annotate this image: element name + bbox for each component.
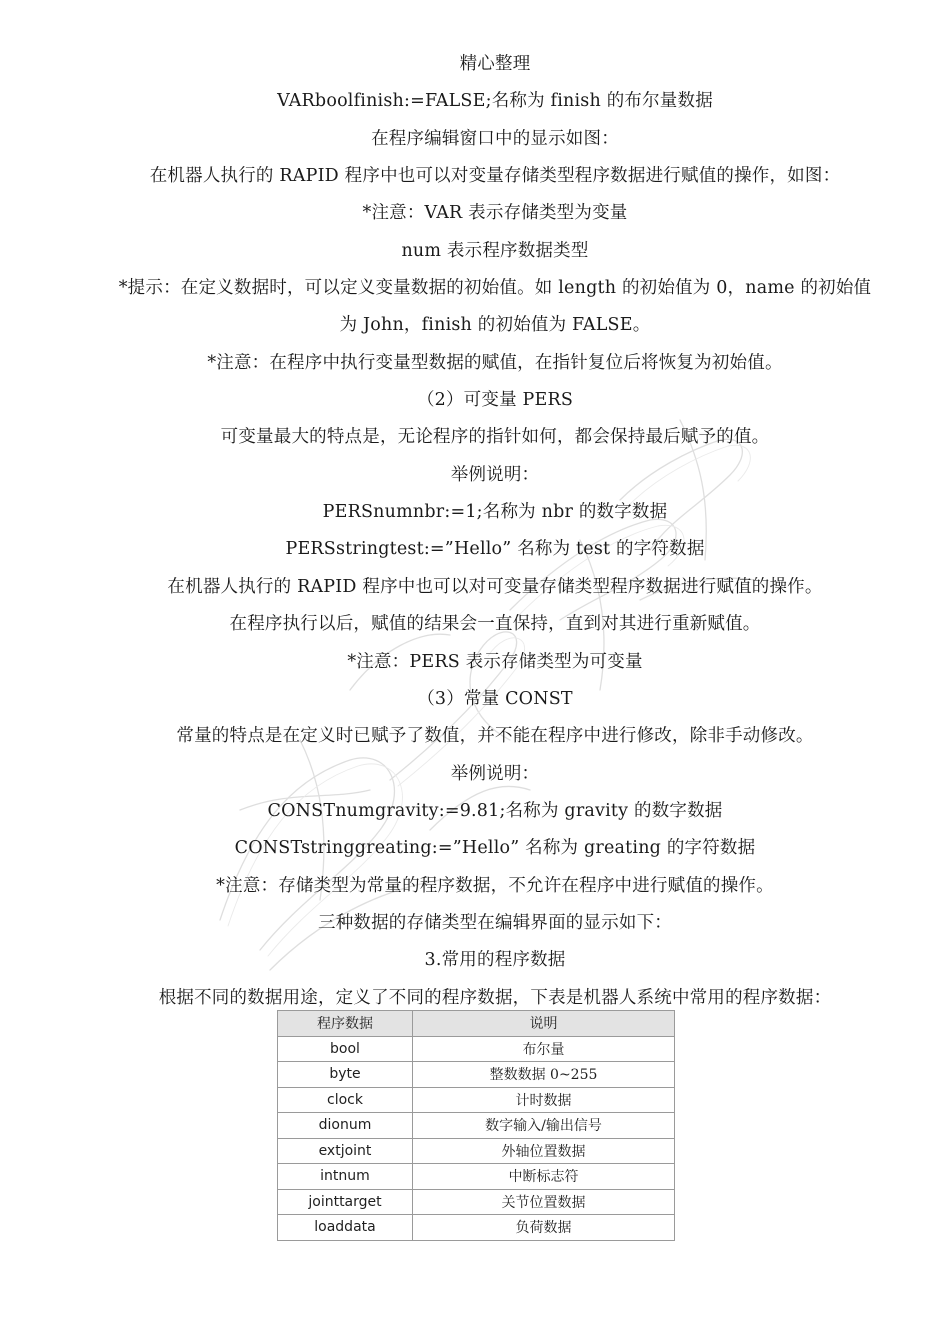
table-header-row [278,1011,675,1037]
text-line: 在程序执行以后，赋值的结果会一直保持，直到对其进行重新赋值。 [229,614,761,635]
text-line: 可变量最大的特点是，无论程序的指针如何，都会保持最后赋予的值。 [220,427,770,448]
table-cell: 中断标志符 [413,1164,675,1190]
text-line: 三种数据的存储类型在编辑界面的显示如下： [318,912,672,933]
table-cell: 负荷数据 [413,1215,675,1241]
table-cell: clock [278,1087,413,1113]
text-line: PERSstringtest:=”Hello” 名称为 test 的字符数据 [285,539,705,560]
text-line: *注意：存储类型为常量的程序数据，不允许在程序中进行赋值的操作。 [216,875,774,896]
table-cell: loaddata [278,1215,413,1241]
text-line: 在程序编辑窗口中的显示如图： [371,128,619,149]
table-row [278,1087,675,1113]
text-line: 举例说明： [450,763,540,784]
table-cell: dionum [278,1113,413,1139]
text-line: 举例说明： [450,464,540,485]
table-cell: 数字输入/输出信号 [413,1113,675,1139]
table-row [278,1113,675,1139]
table-row [278,1164,675,1190]
text-line: 为 John，finish 的初始值为 FALSE。 [339,315,651,336]
column-header: 程序数据 [278,1011,413,1037]
table-cell: 整数数据 0~255 [413,1062,675,1088]
body-text [95,46,895,1017]
text-line: CONSTnumgravity:=9.81;名称为 gravity 的数字数据 [267,800,723,821]
text-line: 常量的特点是在定义时已赋予了数值，并不能在程序中进行修改，除非手动修改。 [176,726,814,747]
table-row [278,1215,675,1241]
text-line: 根据不同的数据用途，定义了不同的程序数据，下表是机器人系统中常用的程序数据： [158,987,832,1008]
section-heading: （2）可变量 PERS [416,390,574,411]
text-line: num 表示程序数据类型 [401,240,589,261]
text-line: *提示：在定义数据时，可以定义变量数据的初始值。如 length 的初始值为 0，name 的初始值 [118,278,872,299]
table-cell: extjoint [278,1138,413,1164]
table-row [278,1138,675,1164]
text-line: *注意：在程序中执行变量型数据的赋值，在指针复位后将恢复为初始值。 [207,352,783,373]
table-cell: 计时数据 [413,1087,675,1113]
table-cell: jointtarget [278,1189,413,1215]
section-heading: 3.常用的程序数据 [424,950,566,971]
text-line: PERSnumnbr:=1;名称为 nbr 的数字数据 [322,502,668,523]
table-cell: intnum [278,1164,413,1190]
table-cell: byte [278,1062,413,1088]
table-cell: 外轴位置数据 [413,1138,675,1164]
text-line: 在机器人执行的 RAPID 程序中也可以对变量存储类型程序数据进行赋值的操作，如图： [149,166,841,187]
text-line: VARboolfinish:=FALSE;名称为 finish 的布尔量数据 [277,91,713,112]
column-header: 说明 [413,1011,675,1037]
section-heading: （3）常量 CONST [417,688,573,709]
text-line: *注意：VAR 表示存储类型为变量 [362,203,628,224]
program-data-table [277,1010,675,1241]
text-line: 在机器人执行的 RAPID 程序中也可以对可变量存储类型程序数据进行赋值的操作。 [167,576,823,597]
table-cell: 布尔量 [413,1036,675,1062]
table-cell: bool [278,1036,413,1062]
text-line: CONSTstringgreating:=”Hello” 名称为 greating 的字符数据 [234,838,756,859]
page-header: 精心整理 [459,54,531,74]
table-cell: 关节位置数据 [413,1189,675,1215]
text-line: *注意：PERS 表示存储类型为可变量 [347,651,643,672]
table-row [278,1062,675,1088]
table-row [278,1036,675,1062]
table-row [278,1189,675,1215]
